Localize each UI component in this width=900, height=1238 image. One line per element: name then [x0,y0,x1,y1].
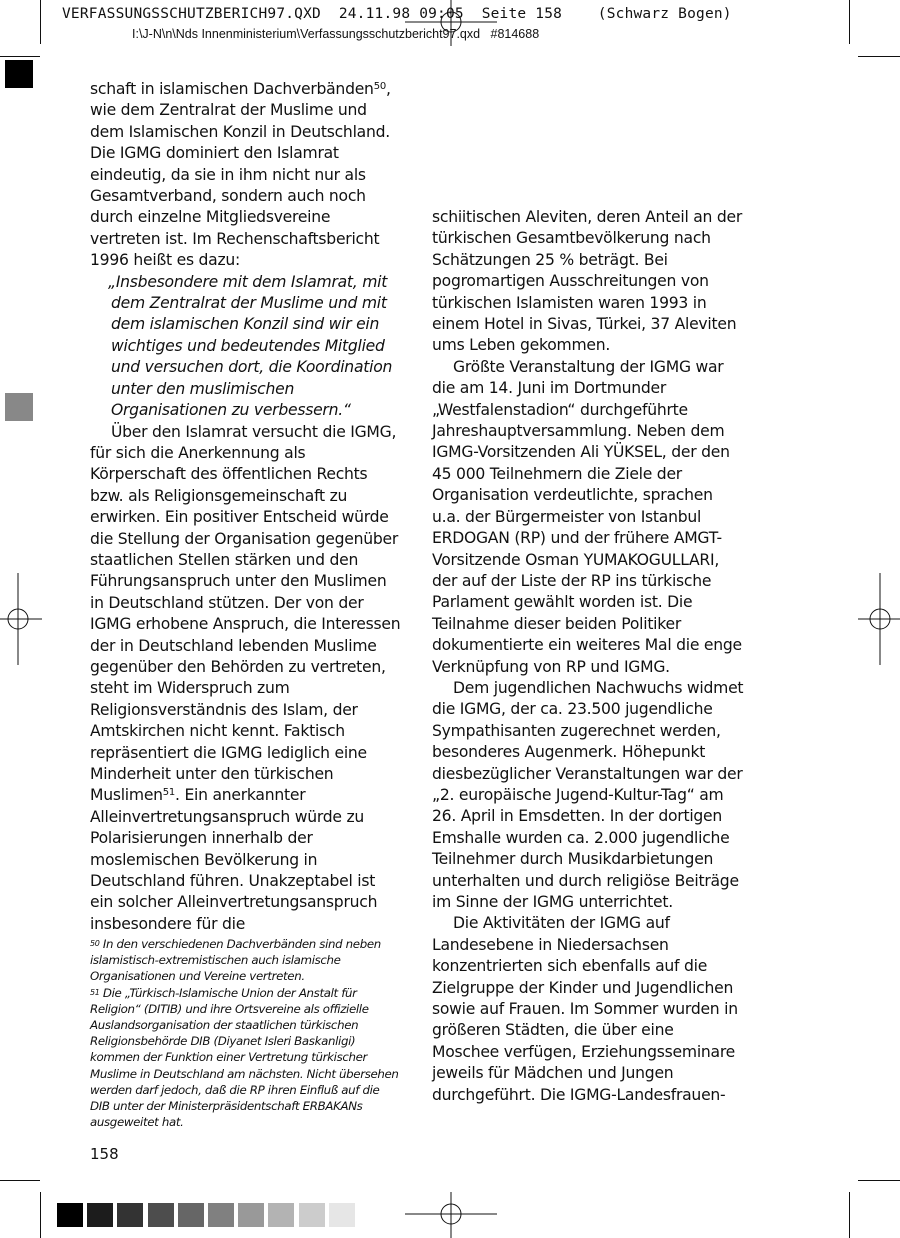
gray-swatch [87,1203,113,1227]
paragraph: Dem jugendlichen Nachwuchs widmet die IGMG, der ca. 23.500 jugendliche Sympathisanten zugerechnet werden, besonderes Augenmerk. Höhepunkt diesbezüglicher Veranstaltungen war der „2. europäische Jugend-Kultur-Tag“ am 26. April in Emsdetten. In der dortigen Emshalle wurden ca. 2.000 jugendliche Teilnehmer durch Musikdarbietungen unterhalten und durch religiöse Beiträge im Sinne der IGMG unterrichtet. [432,678,744,911]
registration-mark-left [0,573,42,665]
left-column [90,79,402,935]
page-number: 158 [90,1145,119,1163]
crop-mark [858,1180,900,1181]
gray-swatch [148,1203,174,1227]
footnote-50: 50 In den verschiedenen Dachverbänden sind neben islamistisch-extremistischen auch islamische Organisationen und Vereine vertreten. [90,937,381,984]
paragraph: Die Aktivitäten der IGMG auf Landesebene in Niedersachsen konzentrierten sich ebenfalls auf die Zielgruppe der Kinder und Jugendlichen sowie auf Frauen. Im Sommer wurden in größeren Städten, die über eine Moschee verfügen, Erziehungsseminare jeweils für Mädchen und Jungen durchgeführt. Die IGMG-Landesfrauen- [432,914,738,1104]
crop-mark [40,0,41,44]
gray-swatch [57,1203,83,1227]
crop-mark [0,56,40,57]
crop-mark [858,56,900,57]
paragraph: schiitischen Aleviten, deren Anteil an der türkischen Gesamtbevölkerung nach Schätzungen 25 % beträgt. Bei pogromartigen Ausschreitungen von türkischen Islamisten waren 1993 in einem Hotel in Sivas, Türkei, 37 Aleviten ums Leben gekommen. [432,208,743,355]
gray-swatch [238,1203,264,1227]
crop-mark [0,1180,40,1181]
block-quote: „Insbesondere mit dem Islamrat, mit dem Zentralrat der Muslime und mit dem islamischen Konzil sind wir ein wichtiges und bedeutendes Mitglied und versuchen dort, die Koordination unter den muslimischen Organisationen zu verbessern.“ [108,272,393,420]
gray-swatch [329,1203,355,1227]
section-tab-gray [5,393,33,421]
registration-mark-right [858,573,900,665]
footnote-ref-51: 51 [162,787,176,799]
file-path: I:\J-N\n\Nds Innenministerium\Verfassungsschutzbericht97.qxd #814688 [132,27,540,41]
footnote-ref-50: 50 [373,81,386,92]
footnotes [90,936,402,1130]
gray-swatch [268,1203,294,1227]
crop-mark [849,1192,850,1238]
paragraph: Über den Islamrat versucht die IGMG, für sich die Anerkennung als Körperschaft des öffentlichen Rechts bzw. als Religionsgemeinschaft zu erwirken. Ein positiver Entscheid würde die Stellung der Organisation gegenüber staatlichen Stellen stärken und den Führungsanspruch unter den Muslimen in Deutschland stützen. Der von der IGMG erhobene Anspruch, die Interessen der in Deutschland lebenden Muslime gegenüber den Behörden zu vertreten, steht im Widerspruch zum Religionsverständnis des Islam, der Amtskirchen nicht kennt. Faktisch repräsentiert die IGMG lediglich eine Minderheit unter den türkischen Muslimen$^{51}$. Ein anerkannter Alleinvertretungsanspruch würde zu Polarisierungen innerhalb der moslemischen Bevölkerung in Deutschland führen. Unakzeptabel ist ein solcher Alleinvertretungsanspruch insbesondere für die [90,422,401,933]
gray-swatch [117,1203,143,1227]
gray-swatch [299,1203,325,1227]
file-slug: VERFASSUNGSSCHUTZBERICH97.QXD 24.11.98 09:05 Seite 158 (Schwarz Bogen) [62,6,732,22]
gray-swatch [178,1203,204,1227]
paragraph: schaft in islamischen Dachverbänden$^{50}$, wie dem Zentralrat der Muslime und dem Islamischen Konzil in Deutschland. Die IGMG dominiert den Islamrat eindeutig, da sie in ihm nicht nur als Gesamtverband, sondern auch noch durch einzelne Mitgliedsvereine vertreten ist. Im Rechenschaftsbericht 1996 heißt es dazu: [90,80,391,270]
gray-swatch [208,1203,234,1227]
crop-mark [40,1192,41,1238]
paragraph: Größte Veranstaltung der IGMG war die am 14. Juni im Dortmunder „Westfalenstadion“ durchgeführte Jahreshauptversammlung. Neben dem IGMG-Vorsitzenden Ali YÜKSEL, der den 45 000 Teilnehmern die Ziele der Organisation verdeutlichte, sprachen u.a. der Bürgermeister von Istanbul ERDOGAN (RP) und der frühere AMGT-Vorsitzende Osman YUMAKOGULLARI, der auf der Liste der RP ins türkische Parlament gewählt worden ist. Die Teilnahme dieser beiden Politiker dokumentierte ein weiteres Mal die enge Verknüpfung von RP und IGMG. [432,357,742,676]
registration-mark-bottom [405,1192,497,1238]
crop-mark [849,0,850,44]
section-tab-black [5,60,33,88]
right-column [432,207,744,1106]
footnote-51: 51 Die „Türkisch-Islamische Union der Anstalt für Religion“ (DITIB) und ihre Ortsvereine als offizielle Auslandsorganisation der staatlichen türkischen Religionsbehörde DIB (Diyanet Isleri Baskanligi) kommen der Funktion einer Vertretung türkischer Muslime in Deutschland am nächsten. Nicht übersehen werden darf jedoch, daß die RP ihren Einfluß auf die DIB unter der Ministerpräsidentschaft ERBAKANs ausgeweitet hat. [90,985,399,1130]
